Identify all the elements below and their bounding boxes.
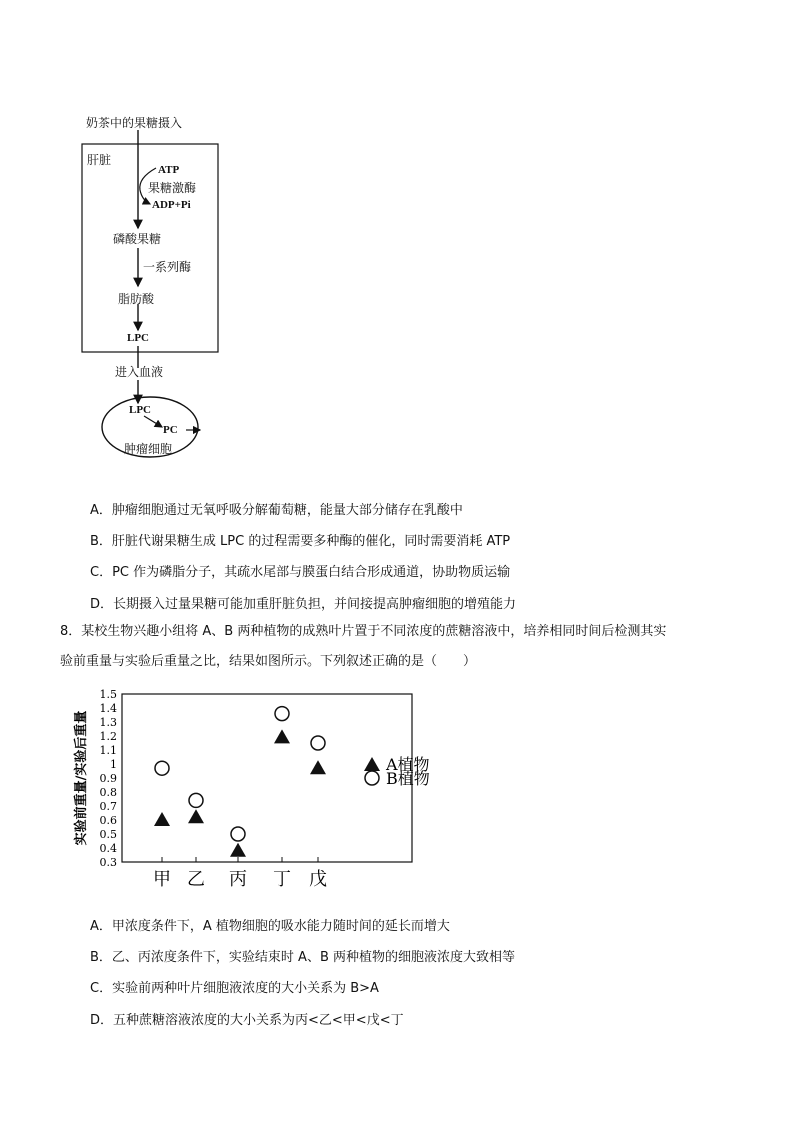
cell-lpc-label: LPC	[129, 404, 151, 416]
q7-option-d: D．长期摄入过量果糖可能加重肝脏负担，并间接提高肿瘤细胞的增殖能力	[90, 597, 517, 612]
y-tick-label: 1.5	[99, 688, 117, 701]
y-tick-label: 0.7	[99, 800, 117, 813]
series-a-marks	[154, 729, 326, 856]
q8-option-d: D．五种蔗糖溶液浓度的大小关系为丙<乙<甲<戊<丁	[90, 1013, 404, 1028]
q8-option-a: A．甲浓度条件下，A 植物细胞的吸水能力随时间的延长而增大	[90, 919, 450, 934]
fructokinase-label: 果糖激酶	[148, 181, 197, 195]
plot-frame	[122, 694, 412, 862]
legend-a-label: A植物	[386, 755, 430, 774]
y-tick-label: 1	[110, 758, 117, 771]
y-tick-label: 1.2	[99, 730, 117, 743]
arrow-lpc-to-pc	[144, 416, 162, 427]
y-tick-group	[100, 688, 118, 869]
q8-stem-line2: 验前重量与实验后重量之比，结果如图所示。下列叙述正确的是（ ）	[60, 654, 477, 669]
series-a-point	[274, 729, 290, 743]
fructose-intake-label: 奶茶中的果糖摄入	[86, 116, 183, 130]
series-a-point	[230, 843, 246, 857]
cell-pc-label: PC	[163, 424, 178, 436]
q7-option-c: C．PC 作为磷脂分子，其疏水尾部与膜蛋白结合形成通道，协助物质运输	[90, 565, 511, 580]
liver-label: 肝脏	[87, 153, 112, 167]
y-tick-label: 0.4	[99, 842, 117, 855]
atp-label: ATP	[158, 164, 180, 176]
x-tick-label: 丁	[273, 869, 291, 890]
q8-option-b: B．乙、丙浓度条件下，实验结束时 A、B 两种植物的细胞液浓度大致相等	[90, 950, 515, 965]
y-tick-label: 0.5	[99, 828, 117, 841]
legend	[364, 755, 430, 788]
y-axis-label: 实验前重量/实验后重量	[74, 710, 89, 846]
x-tick-label: 戊	[309, 869, 327, 890]
series-a-point	[154, 812, 170, 826]
q8-option-c: C．实验前两种叶片细胞液浓度的大小关系为 B>A	[90, 981, 379, 996]
x-tick-label: 丙	[229, 869, 247, 890]
enzyme-series-label: 一系列酶	[143, 260, 192, 274]
series-a-point	[310, 760, 326, 774]
y-tick-label: 0.3	[99, 856, 117, 869]
blood-label: 进入血液	[115, 365, 164, 379]
y-tick-label: 0.6	[99, 814, 117, 827]
series-a-point	[188, 809, 204, 823]
legend-triangle-icon	[364, 757, 380, 771]
x-tick-label: 甲	[153, 869, 171, 890]
y-tick-label: 1.3	[99, 716, 117, 729]
q8-stem	[60, 617, 780, 677]
y-tick-label: 0.9	[99, 772, 117, 785]
legend-b-label: B植物	[386, 769, 430, 788]
series-b-point	[311, 736, 325, 750]
y-tick-label: 1.1	[99, 744, 117, 757]
q8-stem-line1: 8．某校生物兴趣小组将 A、B 两种植物的成熟叶片置于不同浓度的蔗糖溶液中，培养相同时间后检测其实	[60, 624, 667, 639]
fructose-phosphate-label: 磷酸果糖	[113, 232, 162, 246]
series-b-point	[231, 827, 245, 841]
fatty-acid-label: 脂肪酸	[118, 292, 155, 306]
y-tick-label: 0.8	[99, 786, 117, 799]
liver-box	[82, 144, 218, 352]
series-b-point	[275, 707, 289, 721]
series-b-point	[155, 761, 169, 775]
q7-option-a: A．肿瘤细胞通过无氧呼吸分解葡萄糖，能量大部分储存在乳酸中	[90, 503, 463, 518]
q8-scatter-chart	[60, 684, 460, 904]
tumor-cell-label: 肿瘤细胞	[124, 442, 173, 456]
q7-option-b: B．肝脏代谢果糖生成 LPC 的过程需要多种酶的催化，同时需要消耗 ATP	[90, 534, 511, 549]
adp-label: ADP+Pi	[152, 199, 191, 211]
series-b-marks	[155, 707, 325, 841]
lpc-label: LPC	[127, 332, 149, 344]
y-tick-label: 1.4	[99, 702, 117, 715]
x-tick-label: 乙	[187, 869, 205, 890]
legend-circle-icon	[365, 771, 379, 785]
series-b-point	[189, 793, 203, 807]
